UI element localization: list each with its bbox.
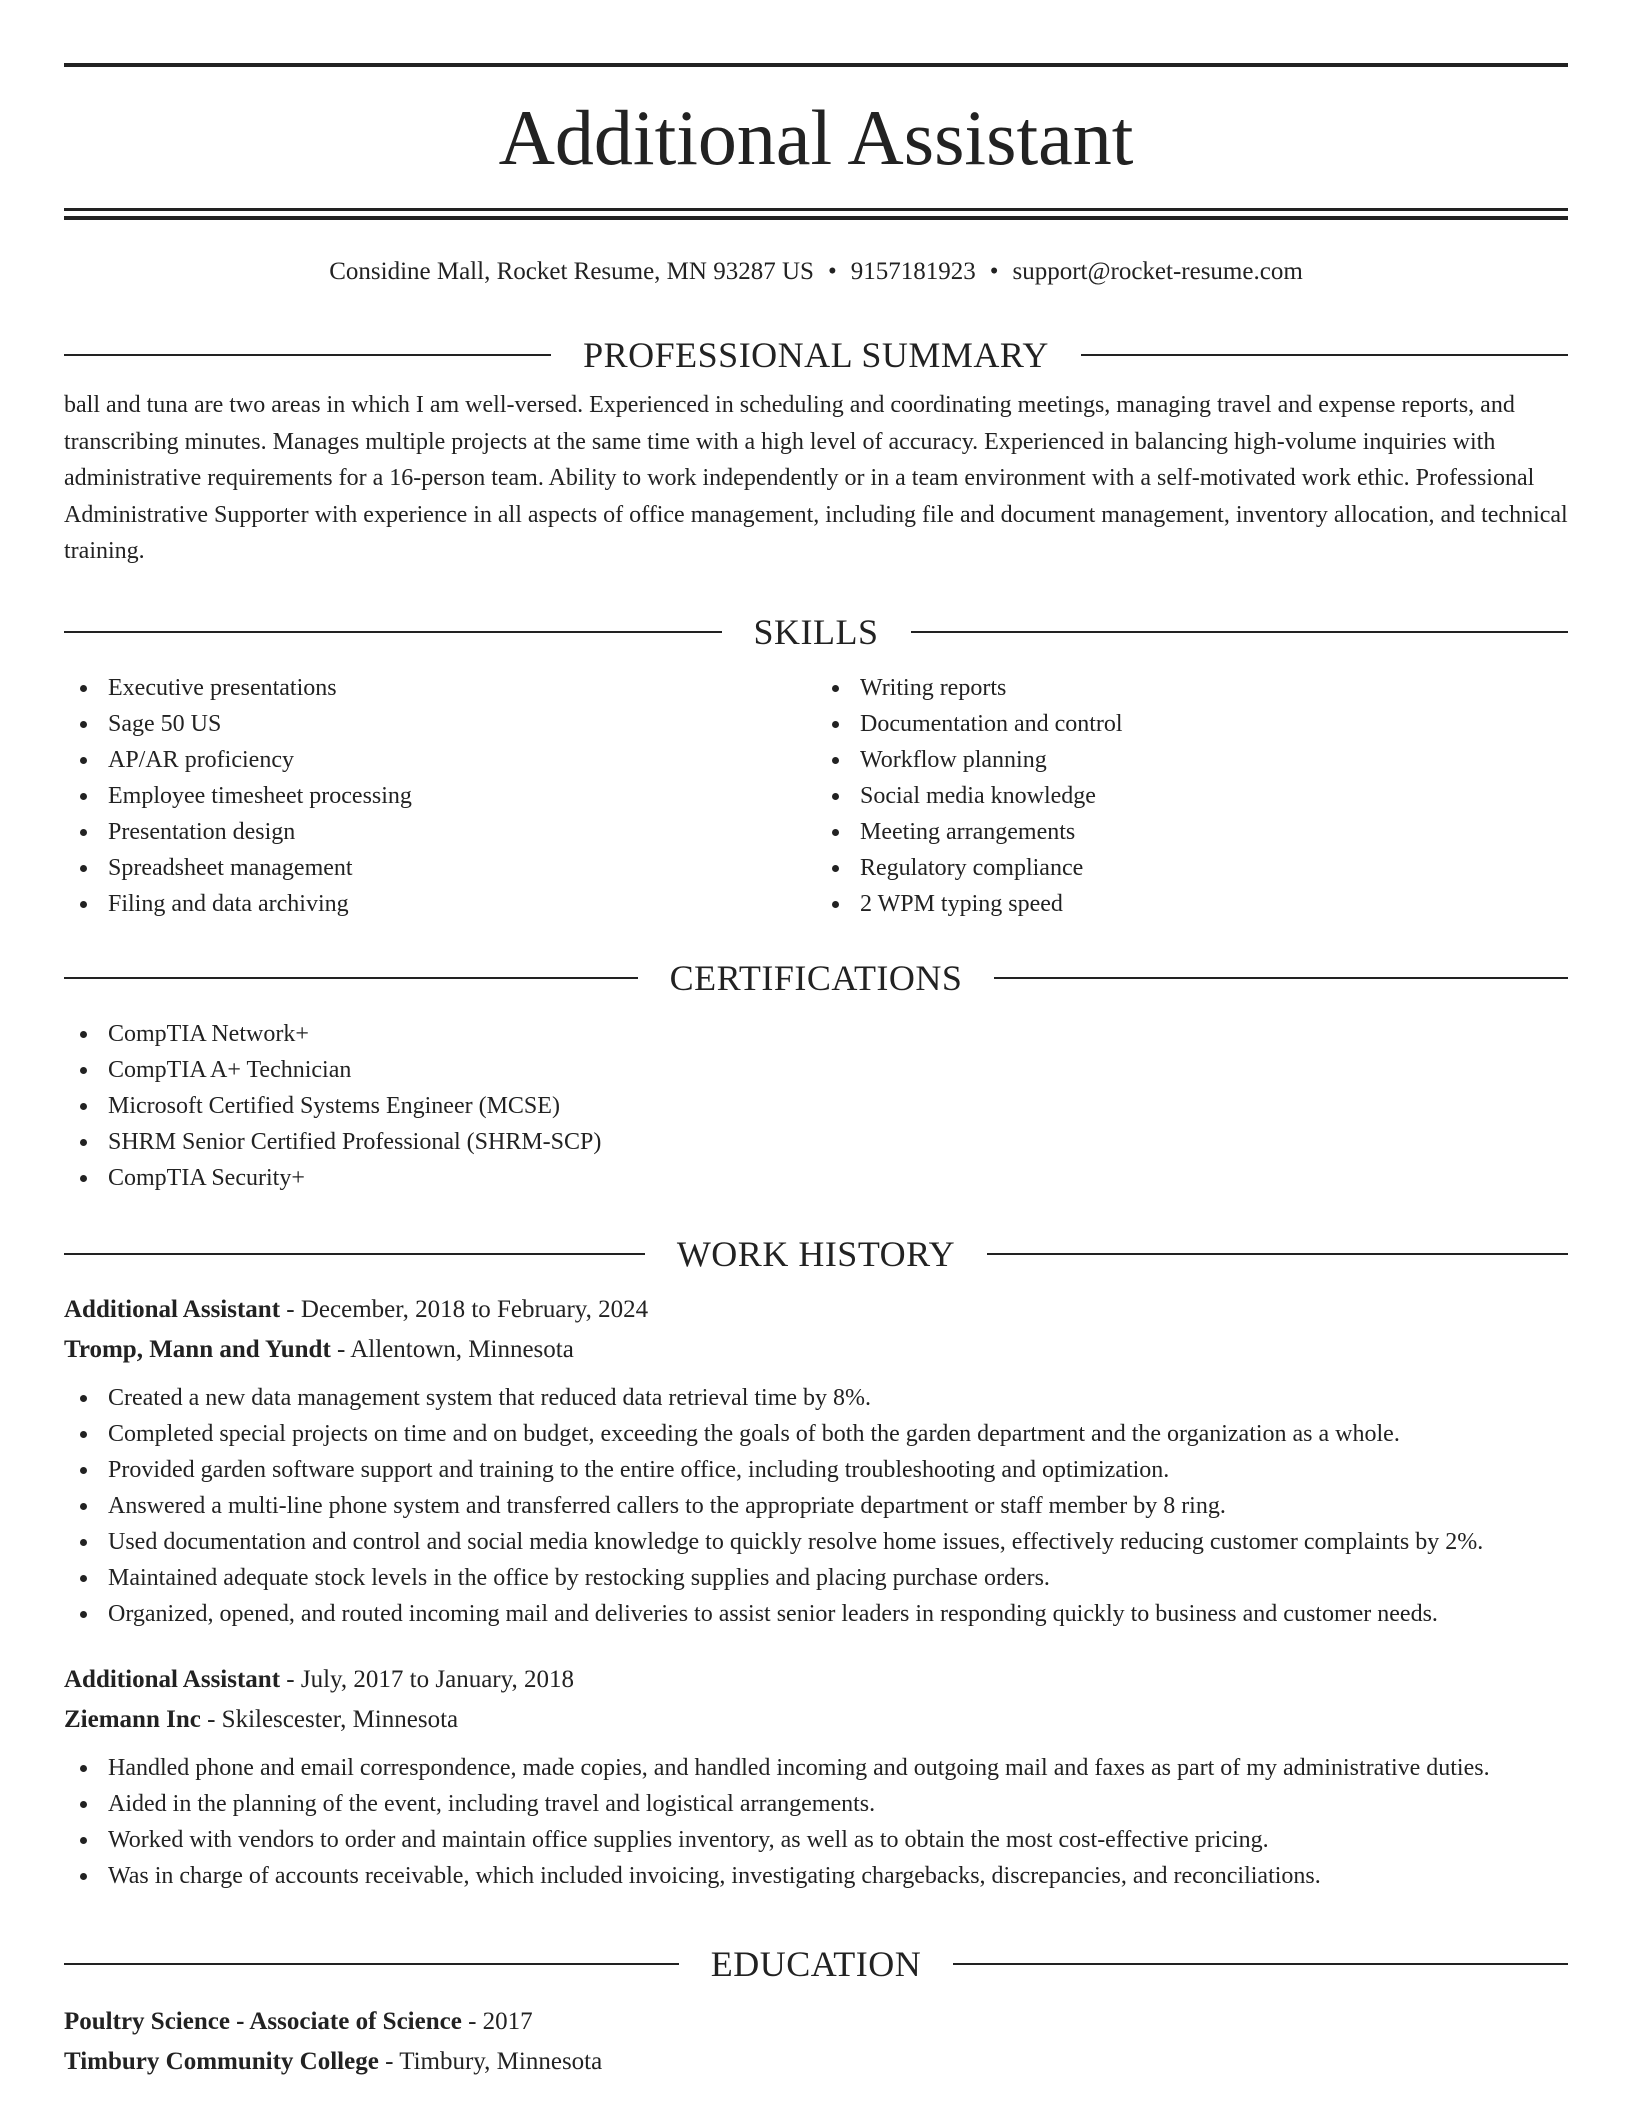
job-bullet: Worked with vendors to order and maintain office supplies inventory, as well as to obtain the most cost-effective pricing.	[64, 1822, 1568, 1858]
contact-separator: •	[827, 258, 837, 285]
skill-item: Presentation design	[64, 814, 816, 850]
skill-item: AP/AR proficiency	[64, 742, 816, 778]
job-bullet: Aided in the planning of the event, including travel and logistical arrangements.	[64, 1786, 1568, 1822]
heading-rule-left	[64, 354, 551, 356]
certifications-list	[64, 1016, 1568, 1196]
job-bullet: Completed special projects on time and on budget, exceeding the goals of both the garden department and the organization as a whole.	[64, 1416, 1568, 1452]
job-bullet: Maintained adequate stock levels in the office by restocking supplies and placing purchase orders.	[64, 1560, 1568, 1596]
heading-rule-right	[987, 1253, 1568, 1255]
skill-item: Spreadsheet management	[64, 850, 816, 886]
job-role: Additional Assistant	[64, 1296, 281, 1323]
job-dates: - July, 2017 to January, 2018	[280, 1666, 574, 1693]
job-bullet: Created a new data management system that reduced data retrieval time by 8%.	[64, 1380, 1568, 1416]
skills-grid	[64, 670, 1568, 922]
work-history-heading	[64, 1232, 1568, 1276]
skill-item: Social media knowledge	[816, 778, 1568, 814]
job-bullets	[64, 1380, 1568, 1632]
degree-year: - 2017	[461, 2008, 533, 2035]
skill-item: Meeting arrangements	[816, 814, 1568, 850]
heading-rule-left	[64, 1963, 679, 1965]
job-bullet: Provided garden software support and training to the entire office, including troubleshooting and optimization.	[64, 1452, 1568, 1488]
job-entry	[64, 1660, 1568, 1894]
heading-rule-right	[953, 1963, 1568, 1965]
heading-rule-right	[1081, 354, 1568, 356]
skill-item: 2 WPM typing speed	[816, 886, 1568, 922]
skill-item: Sage 50 US	[64, 706, 816, 742]
certification-item: CompTIA Network+	[64, 1016, 1568, 1052]
contact-email[interactable]: support@rocket-resume.com	[1012, 258, 1303, 285]
certifications-section	[64, 956, 1568, 1196]
candidate-name: Additional Assistant	[498, 94, 1134, 181]
section-title: SKILLS	[753, 612, 879, 652]
skill-item: Employee timesheet processing	[64, 778, 816, 814]
contact-line	[64, 255, 1568, 289]
job-title-line	[64, 1290, 1568, 1330]
school-line	[64, 2042, 1568, 2082]
job-company-line	[64, 1330, 1568, 1370]
work-history-section	[64, 1232, 1568, 1894]
skill-item: Documentation and control	[816, 706, 1568, 742]
heading-rule-right	[911, 631, 1569, 633]
header-double-rule	[64, 208, 1568, 220]
degree-line	[64, 2002, 1568, 2042]
degree-name: Poultry Science - Associate of Science	[64, 2008, 462, 2035]
heading-rule-right	[994, 977, 1568, 979]
job-title-line	[64, 1660, 1568, 1700]
section-title: EDUCATION	[710, 1944, 922, 1984]
contact-address: Considine Mall, Rocket Resume, MN 93287 US	[329, 258, 814, 285]
certification-item: SHRM Senior Certified Professional (SHRM-SCP)	[64, 1124, 1568, 1160]
certification-item: CompTIA Security+	[64, 1160, 1568, 1196]
job-bullet: Answered a multi-line phone system and transferred callers to the appropriate department or staff member by 8 ring.	[64, 1488, 1568, 1524]
skill-item: Executive presentations	[64, 670, 816, 706]
section-title: WORK HISTORY	[676, 1234, 956, 1274]
job-entry	[64, 1290, 1568, 1632]
skill-item: Writing reports	[816, 670, 1568, 706]
job-bullet: Organized, opened, and routed incoming mail and deliveries to assist senior leaders in responding quickly to business and customer needs.	[64, 1596, 1568, 1632]
skills-left-column	[64, 670, 816, 922]
skill-item: Filing and data archiving	[64, 886, 816, 922]
education-section	[64, 1942, 1568, 2082]
skill-item: Workflow planning	[816, 742, 1568, 778]
summary-section	[64, 333, 1568, 570]
job-bullet: Handled phone and email correspondence, made copies, and handled incoming and outgoing mail and faxes as part of my administrative duties.	[64, 1750, 1568, 1786]
section-title: PROFESSIONAL SUMMARY	[583, 335, 1049, 375]
contact-separator: •	[989, 258, 999, 285]
contact-phone[interactable]: 9157181923	[850, 258, 976, 285]
job-bullet: Was in charge of accounts receivable, which included invoicing, investigating chargebacks, discrepancies, and reconciliations.	[64, 1858, 1568, 1894]
school-location: - Timbury, Minnesota	[378, 2048, 603, 2075]
job-location: - Allentown, Minnesota	[330, 1336, 574, 1363]
education-heading	[64, 1942, 1568, 1986]
certification-item: CompTIA A+ Technician	[64, 1052, 1568, 1088]
job-company-line	[64, 1700, 1568, 1740]
job-dates: - December, 2018 to February, 2024	[280, 1296, 649, 1323]
skill-item: Regulatory compliance	[816, 850, 1568, 886]
education-entry	[64, 2002, 1568, 2082]
skills-heading	[64, 610, 1568, 654]
job-role: Additional Assistant	[64, 1666, 281, 1693]
job-location: - Skilescester, Minnesota	[200, 1706, 459, 1733]
summary-text: ball and tuna are two areas in which I am well-versed. Experienced in scheduling and coordinating meetings, managing travel and expense reports, and transcribing minutes. Manages multiple projects at the same time with a high level of accuracy. Experienced in balancing high-volume inquiries with administrative requirements for a 16-person team. Ability to work independently or in a team environment with a self-motivated work ethic. Professional Administrative Supporter with experience in all aspects of office management, including file and document management, inventory allocation, and technical training.	[64, 392, 1568, 564]
top-rule	[64, 63, 1568, 67]
job-bullets	[64, 1750, 1568, 1894]
school-name: Timbury Community College	[64, 2048, 379, 2075]
heading-rule-left	[64, 977, 638, 979]
job-company: Ziemann Inc	[64, 1706, 201, 1733]
heading-rule-left	[64, 1253, 645, 1255]
job-bullet: Used documentation and control and social media knowledge to quickly resolve home issues, effectively reducing customer complaints by 2%.	[64, 1524, 1568, 1560]
certification-item: Microsoft Certified Systems Engineer (MCSE)	[64, 1088, 1568, 1124]
section-title: CERTIFICATIONS	[669, 958, 963, 998]
skills-right-column	[816, 670, 1568, 922]
skills-section	[64, 610, 1568, 922]
job-company: Tromp, Mann and Yundt	[64, 1336, 331, 1363]
summary-heading	[64, 333, 1568, 377]
certifications-heading	[64, 956, 1568, 1000]
heading-rule-left	[64, 631, 722, 633]
